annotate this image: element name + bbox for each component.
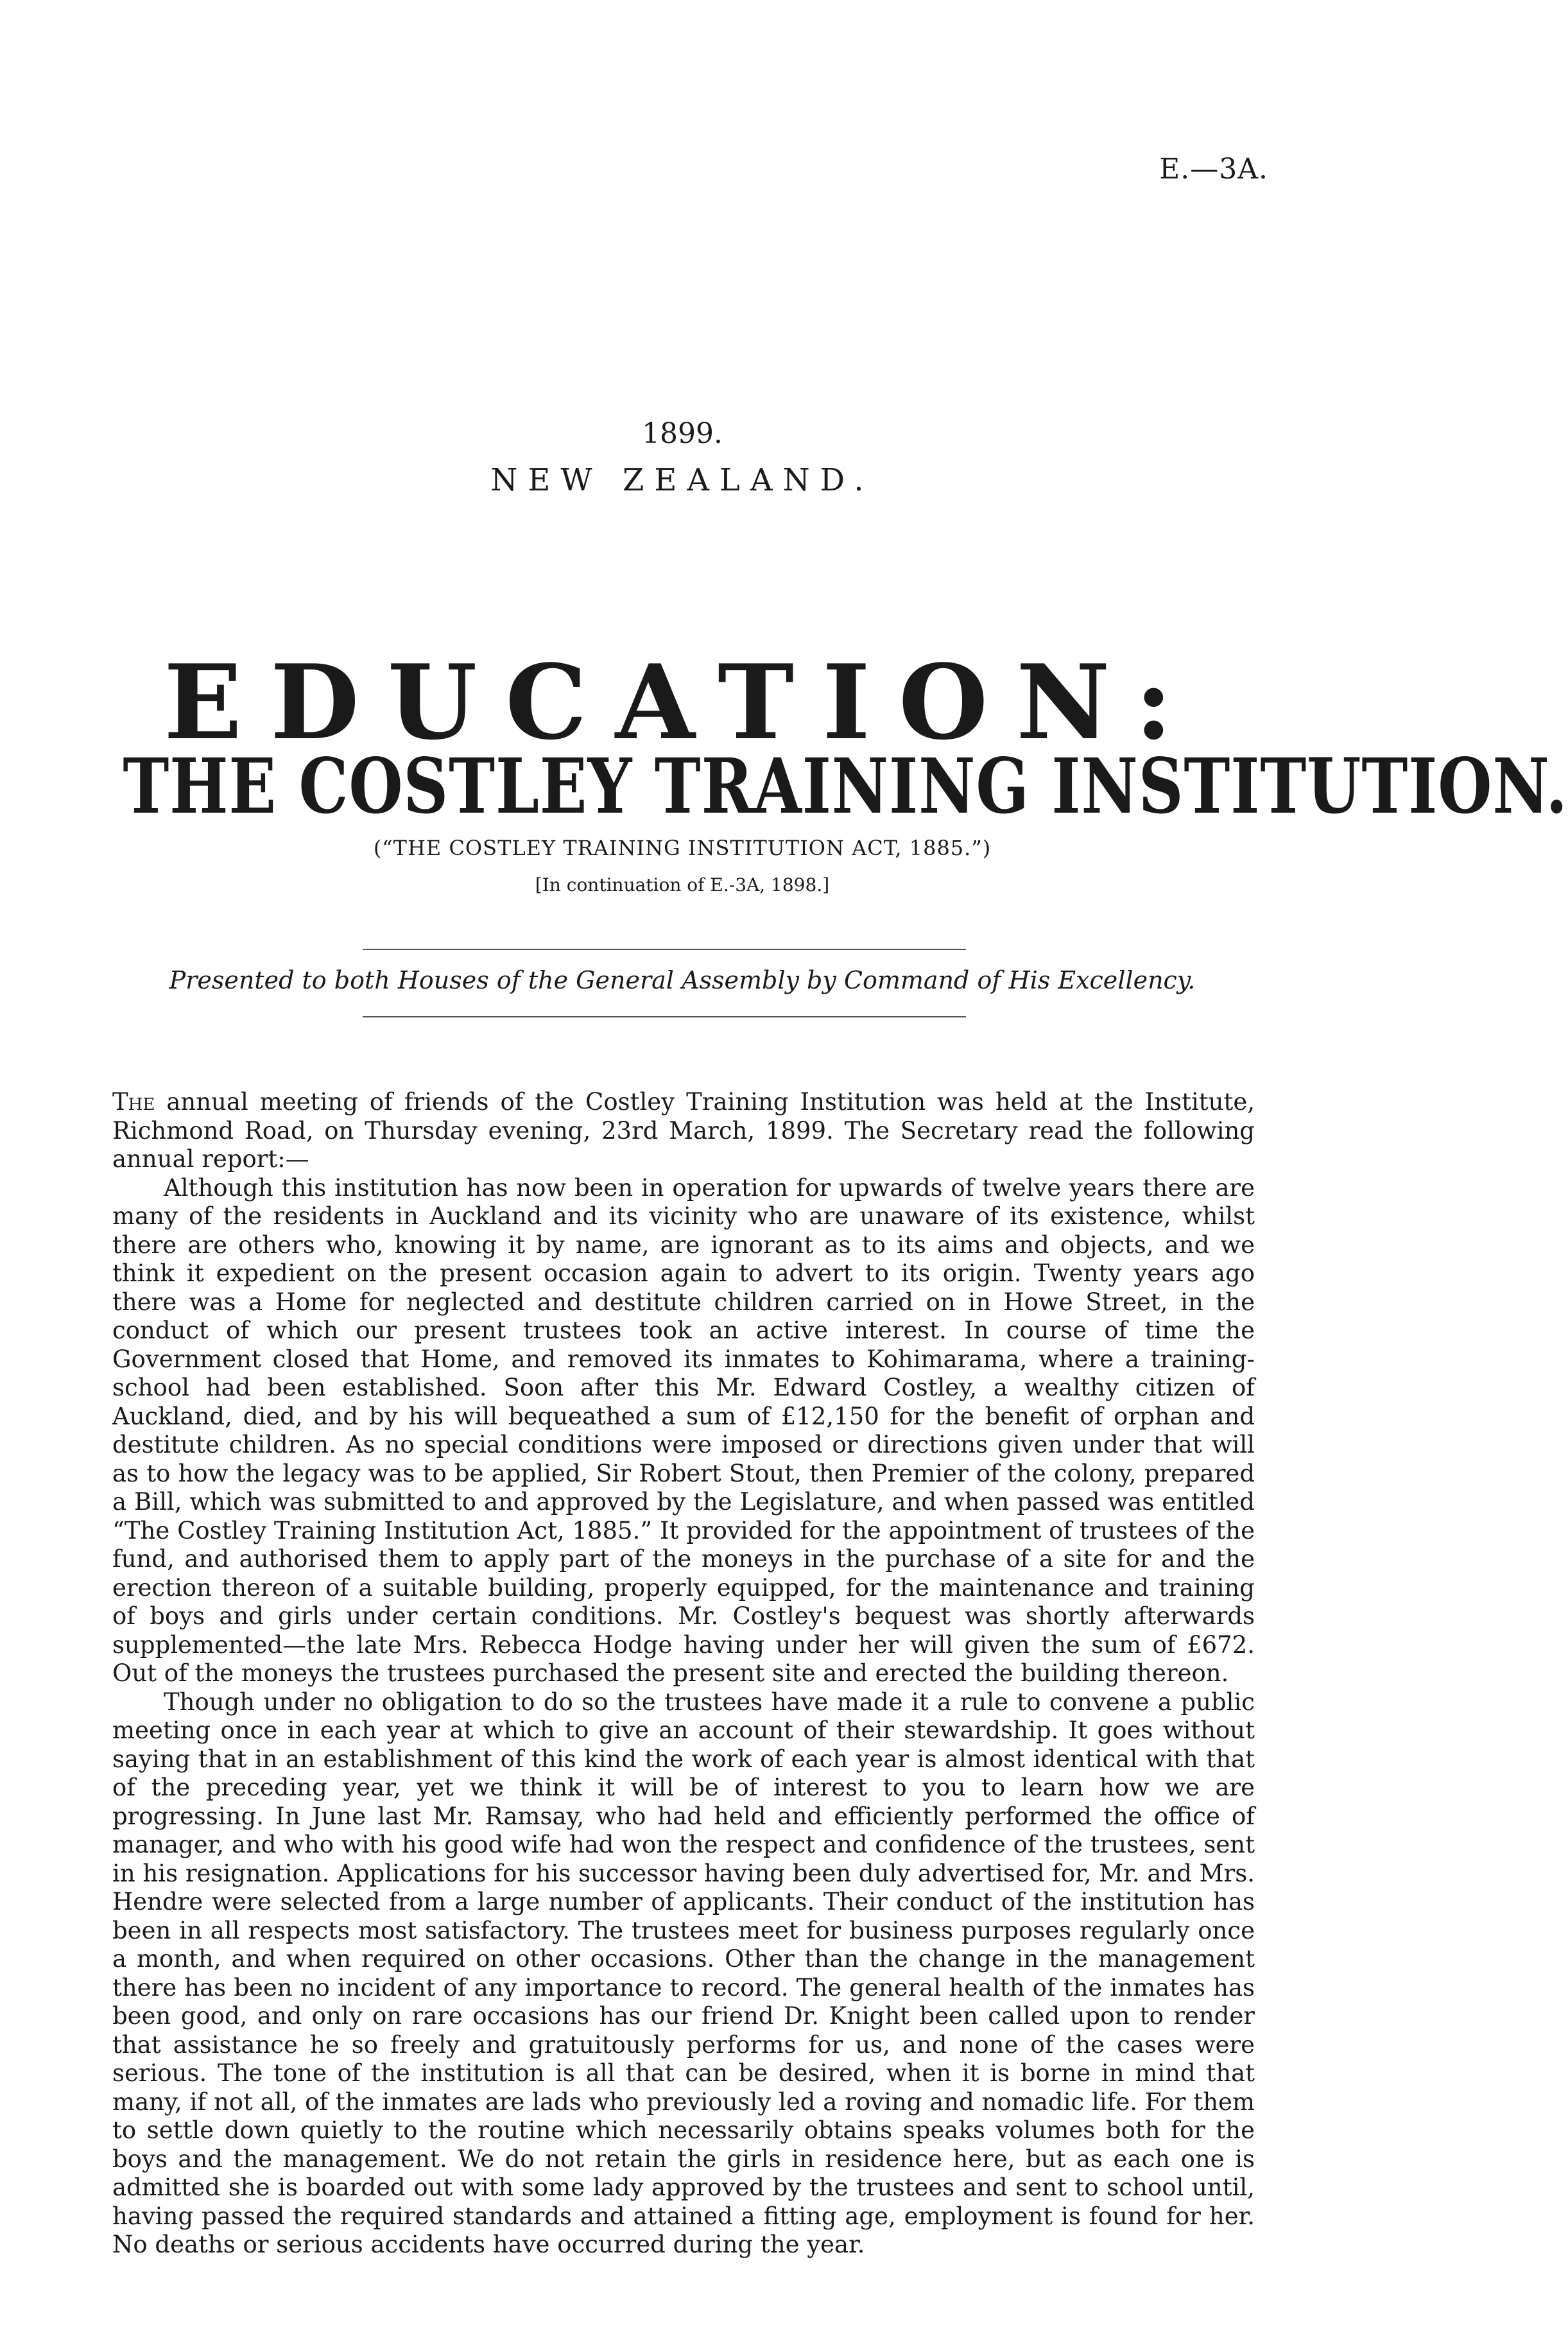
document-reference: E.—3A. [1159,153,1268,186]
paragraph-lead: The [112,1088,155,1116]
title-education: EDUCATION: [164,642,1201,763]
continuation-note: [In continuation of E.-3A, 1898.] [535,874,830,895]
report-body [112,1088,1255,2260]
paragraph-history: Although this institution has now been in operation for upwards of twelve years there are many of the residents in Auckland and its vicinity who are unaware of its existence, whilst there are others who, knowing it by name, are ignorant as to its aims and objects, and we think it expedient on the present occasion again to advert to its origin. Twenty years ago there was a Home for neglected and destitute children carried on in Howe Street, in the conduct of which our present trustees took an active interest. In course of time the Government closed that Home, and removed its inmates to Kohimarama, where a training-school had been established. Soon after this Mr. Edward Costley, a wealthy citizen of Auckland, died, and by his will bequeathed a sum of £12,150 for the benefit of orphan and destitute children. As no special conditions were imposed or directions given under that will as to how the legacy was to be applied, Sir Robert Stout, then Premier of the colony, prepared a Bill, which was submitted to and approved by the Legislature, and when passed was entitled “The Costley Training Institution Act, 1885.” It provided for the appointment of trustees of the fund, and authorised them to apply part of the moneys in the purchase of a site for and the erection thereon of a suitable building, properly equipped, for the maintenance and training of boys and girls under certain conditions. Mr. Costley's bequest was shortly afterwards supplemented—the late Mrs. Rebecca Hodge having under her will given the sum of £672. Out of the moneys the trustees purchased the present site and erected the building thereon. [112,1173,1255,1687]
act-subtitle: (“THE COSTLEY TRAINING INSTITUTION ACT, 1885.”) [373,836,992,860]
country-heading: NEW ZEALAND. [490,462,874,498]
divider-bottom [363,1016,966,1017]
title-institution: THE COSTLEY TRAINING INSTITUTION. [123,741,1568,831]
presented-line: Presented to both Houses of the General Assembly by Command of His Excellency. [169,966,1196,994]
paragraph-intro-text: annual meeting of friends of the Costley Training Institution was held at the Institute, Richmond Road, on Thursday evening, 23rd March, 1899. The Secretary read the following annual report:— [112,1088,1255,1173]
divider-top [363,949,966,950]
paragraph-stewardship: Though under no obligation to do so the trustees have made it a rule to convene a public meeting once in each year at which to give an account of their stewardship. It goes without saying that in an establishment of this kind the work of each year is almost identical with that of the preceding year, yet we think it will be of interest to you to learn how we are progressing. In June last Mr. Ramsay, who had held and efficiently performed the office of manager, and who with his good wife had won the respect and confidence of the trustees, sent in his resignation. Applications for his successor having been duly advertised for, Mr. and Mrs. Hendre were selected from a large number of applicants. Their conduct of the institution has been in all respects most satisfactory. The trustees meet for business purposes regularly once a month, and when required on other occasions. Other than the change in the management there has been no incident of any importance to record. The general health of the inmates has been good, and only on rare occasions has our friend Dr. Knight been called upon to render that assistance he so freely and gratuitously performs for us, and none of the cases were serious. The tone of the institution is all that can be desired, when it is borne in mind that many, if not all, of the inmates are lads who previously led a roving and nomadic life. For them to settle down quietly to the routine which necessarily obtains speaks volumes both for the boys and the management. We do not retain the girls in residence here, but as each one is admitted she is boarded out with some lady approved by the trustees and sent to school until, having passed the required standards and attained a fitting age, employment is found for her. No deaths or serious accidents have occurred during the year. [112,1688,1255,2258]
document-year: 1899. [642,417,723,450]
paragraph-intro [112,1088,1255,1174]
